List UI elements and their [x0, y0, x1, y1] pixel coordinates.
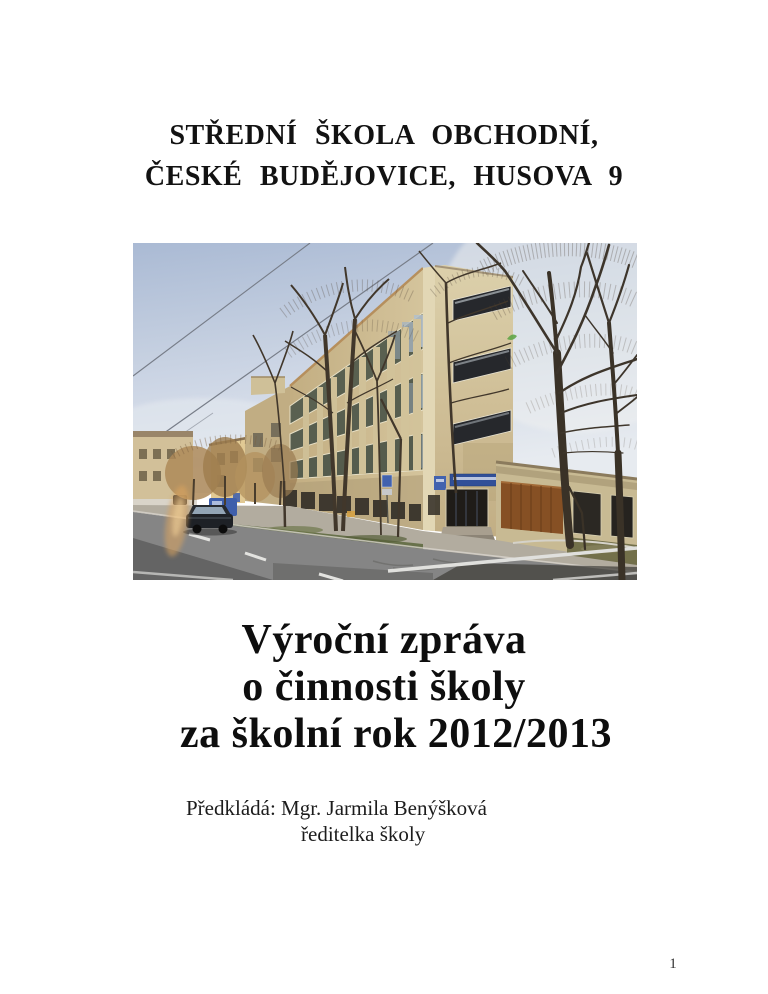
page-number: 1	[669, 956, 677, 972]
report-title-line2: o činnosti školy	[242, 664, 526, 710]
school-name-line2: ČESKÉ BUDĚJOVICE, HUSOVA 9	[144, 161, 624, 192]
school-photo	[133, 243, 637, 580]
school-photo-illustration	[133, 243, 637, 580]
report-title-line3: za školní rok 2012/2013	[180, 711, 612, 757]
submitter-role: ředitelka školy	[301, 822, 426, 846]
report-title	[0, 617, 768, 758]
school-name-line1: STŘEDNÍ ŠKOLA OBCHODNÍ,	[169, 120, 599, 151]
submitter-block	[186, 795, 487, 847]
submitter-name: Předkládá: Mgr. Jarmila Benýšková	[186, 796, 487, 820]
report-title-line1: Výroční zpráva	[241, 617, 527, 663]
school-name-heading	[0, 115, 768, 197]
